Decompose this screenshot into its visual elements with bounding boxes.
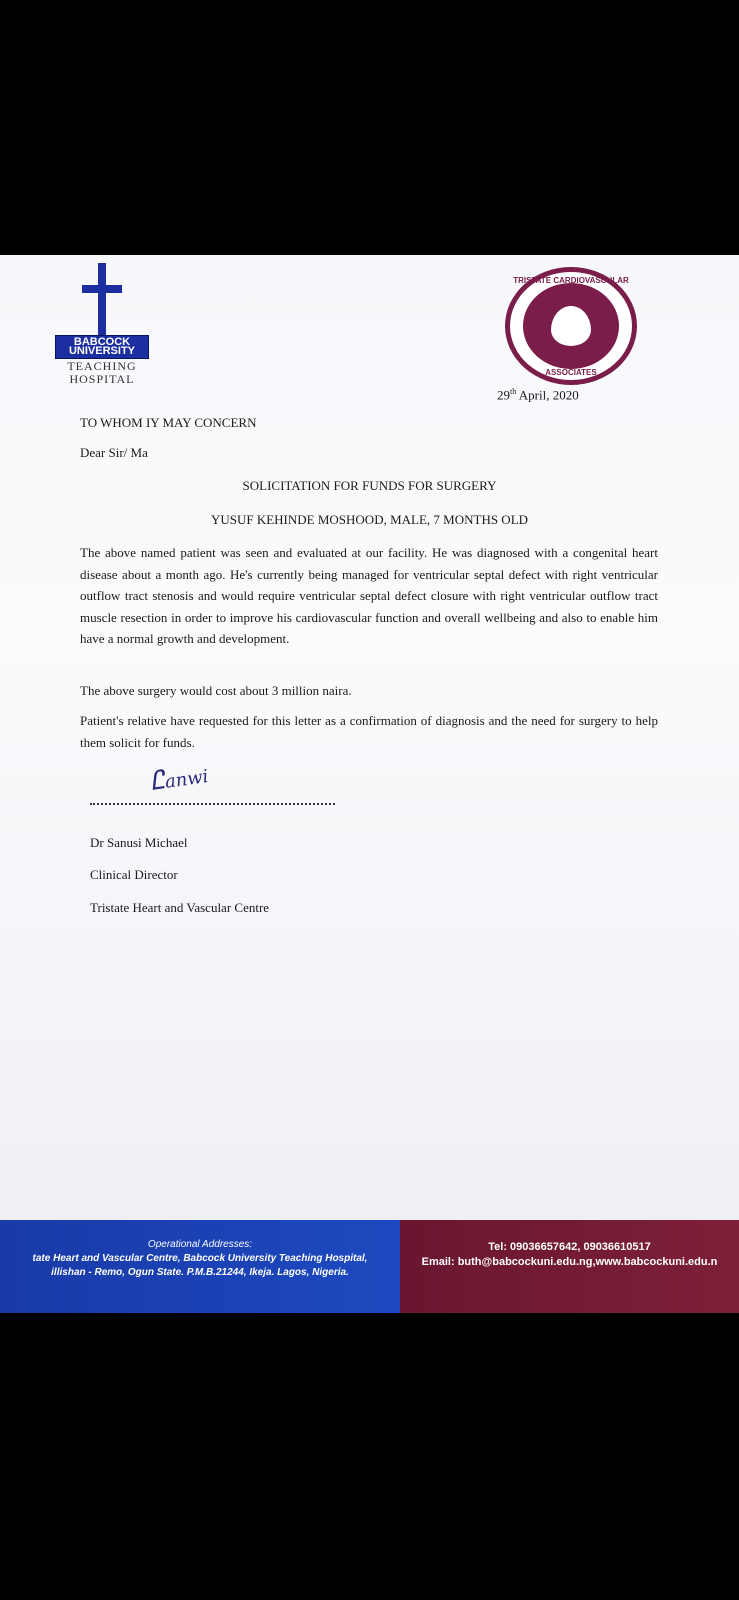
recipient: TO WHOM IY MAY CONCERN	[80, 415, 257, 430]
letter-footer	[0, 1220, 739, 1313]
signature: ⁠Ꮭanwi	[148, 765, 210, 797]
body-paragraph: The above surgery would cost about 3 million naira.	[80, 683, 352, 698]
footer-address	[0, 1220, 400, 1313]
seal-text-top: TRISTATE CARDIOVASCULAR	[513, 276, 629, 285]
address-heading: Operational Addresses:	[147, 1239, 253, 1250]
body-paragraph: The above named patient was seen and evaluated at our facility. He was diagnosed with a congenital heart disease about a month ago. He's currently being managed for ventricular septal defect with right ventricular outflow tract stenosis and would require ventricular septal defect closure with right ventricular outflow tract muscle resection in order to improve his cardiovascular function and overall wellbeing and also to enable him have a normal growth and development.	[80, 545, 658, 646]
babcock-logo-text: BABCOCK UNIVERSITY	[55, 335, 149, 359]
hospital-line2: HOSPITAL	[69, 372, 135, 386]
cross-icon	[82, 263, 122, 335]
footer-tel: Tel: 09036657642, 09036610517	[488, 1241, 651, 1253]
signatory-name: Dr Sanusi Michael	[90, 835, 188, 850]
signatory-title: Clinical Director	[90, 867, 178, 882]
heart-icon	[551, 306, 591, 346]
signature-line	[90, 803, 335, 805]
address-line: tate Heart and Vascular Centre, Babcock University Teaching Hospital,	[32, 1253, 368, 1264]
salutation: Dear Sir/ Ma	[80, 445, 148, 460]
footer-contact	[400, 1220, 739, 1313]
letter-page	[0, 255, 739, 1220]
footer-email: Email: buth@babcockuni.edu.ng,www.babcockuni.edu.n	[421, 1256, 718, 1268]
subject: SOLICITATION FOR FUNDS FOR SURGERY	[242, 478, 497, 493]
body-paragraph: Patient's relative have requested for this letter as a confirmation of diagnosis and the need for surgery to help them solicit for funds.	[80, 713, 658, 750]
tristate-seal	[505, 267, 637, 385]
seal-text-bottom: ASSOCIATES	[545, 368, 597, 377]
hospital-line1: TEACHING	[67, 359, 137, 373]
patient-line: YUSUF KEHINDE MOSHOOD, MALE, 7 MONTHS OLD	[210, 512, 529, 527]
address-line: illishan - Remo, Ogun State. P.M.B.21244, Ikeja. Lagos, Nigeria.	[51, 1267, 349, 1278]
babcock-logo	[52, 263, 152, 385]
signatory-org: Tristate Heart and Vascular Centre	[90, 900, 270, 915]
letter-date: 29th April, 2020	[497, 387, 579, 403]
